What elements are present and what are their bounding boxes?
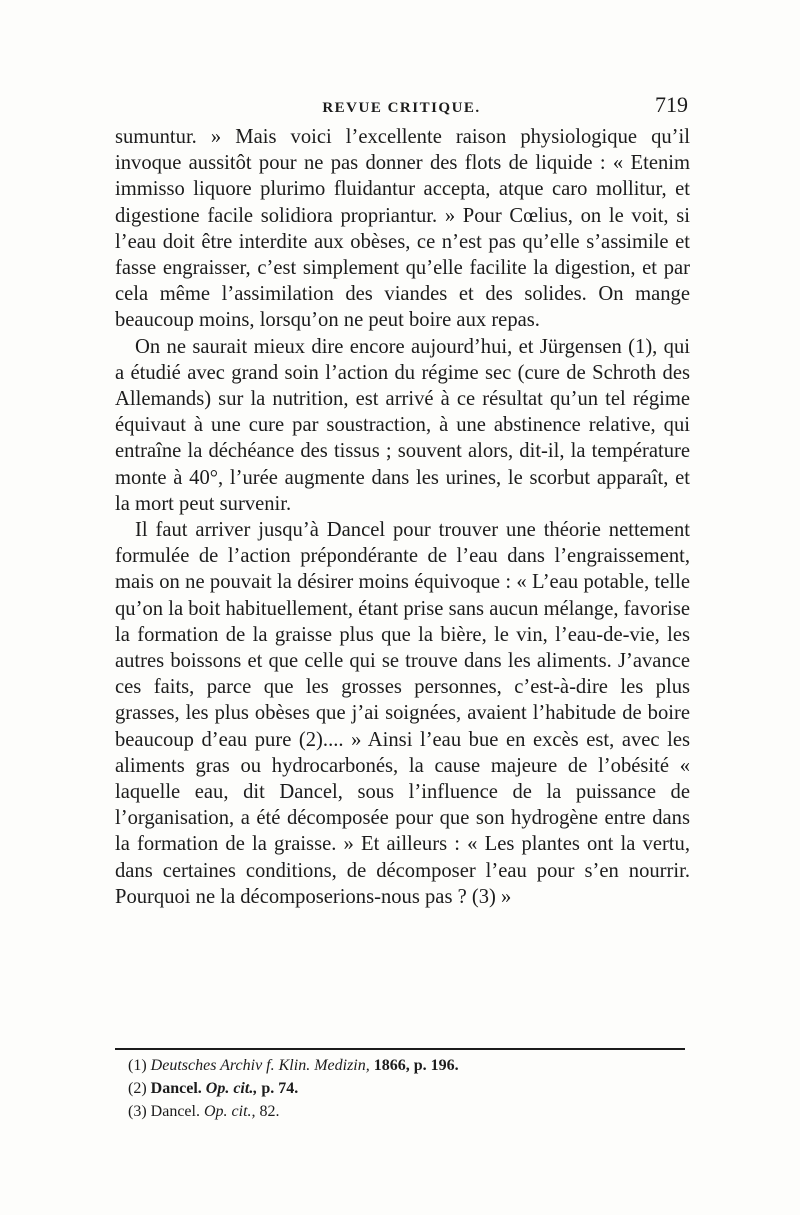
body-text <box>115 124 690 910</box>
footnote-source: Op. cit., <box>203 1103 256 1120</box>
footnote-reference: 1866, p. 196. <box>369 1057 459 1074</box>
footnote-mark: (1) <box>128 1057 147 1074</box>
footnotes <box>128 1054 688 1123</box>
footnote-author: Dancel. <box>150 1103 200 1120</box>
footnote-3 <box>128 1100 688 1123</box>
footnote-rule <box>115 1048 685 1050</box>
paragraph-3: Il faut arriver jusqu’à Dancel pour trouver une théorie nettement formulée de l’action prépondérante de l’eau dans l’engraissement, mais on ne pouvait la désirer moins équivoque : « L’eau potable, telle qu’on la boit habituellement, étant prise sans aucun mélange, favorise la formation de la graisse plus que la bière, le vin, l’eau-de-vie, les autres boissons et que celle qui se trouve dans les aliments. J’avance ces faits, parce que les grosses personnes, c’est-à-dire les plus grasses, les plus obèses que j’ai soignées, avaient l’habitude de boire beaucoup d’eau pure (2).... » Ainsi l’eau bue en excès est, avec les aliments gras ou hydrocarbonés, la cause majeure de l’obésité « laquelle eau, dit Dancel, sous l’influence de la puissance de l’organisation, a été décomposée pour que son hydrogène entre dans la formation de la graisse. » Et ailleurs : « Les plantes ont la vertu, dans certaines conditions, de décomposer l’eau pour s’en nourrir. Pourquoi ne la décomposerions-nous pas ? (3) » <box>115 519 690 908</box>
paragraph-2: On ne saurait mieux dire encore aujourd’hui, et Jürgensen (1), qui a étudié avec grand soin l’action du régime sec (cure de Schroth des Allemands) sur la nutrition, est arrivé à ce résultat qu’un tel régime équivaut à une cure par soustraction, à une abstinence relative, qui entraîne la déchéance des tissus ; souvent alors, dit-il, la température monte à 40°, l’urée augmente dans les urines, le scorbut apparaît, et la mort peut survenir. <box>115 335 690 515</box>
page-header <box>115 82 688 122</box>
footnote-2 <box>128 1077 688 1100</box>
footnote-mark: (2) <box>128 1080 147 1097</box>
footnote-source: Op. cit., <box>205 1080 258 1097</box>
footnote-author: Dancel. <box>150 1080 202 1097</box>
footnote-reference: p. 74. <box>257 1080 299 1097</box>
footnote-source: Deutsches Archiv f. Klin. Medizin, <box>150 1057 370 1074</box>
running-head: REVUE CRITIQUE. <box>322 100 481 116</box>
footnote-1 <box>128 1054 688 1077</box>
footnote-mark: (3) <box>128 1103 147 1120</box>
paragraph-1: sumuntur. » Mais voici l’excellente raison physiologique qu’il invoque aussitôt pour ne pas donner des flots de liquide : « Etenim immisso liquore plurimo fluidantur accepta, atque caro mollitur, et digestione facile solidiora propriantur. » Pour Cœlius, on le voit, si l’eau doit être interdite aux obèses, ce n’est pas qu’elle s’assimile et fasse engraisser, c’est simplement qu’elle facilite la digestion, et par cela même l’assimilation des viandes et des solides. On mange beaucoup moins, lorsqu’on ne peut boire aux repas. <box>115 126 690 332</box>
footnote-reference: 82. <box>255 1103 280 1120</box>
page-number: 719 <box>655 92 688 117</box>
